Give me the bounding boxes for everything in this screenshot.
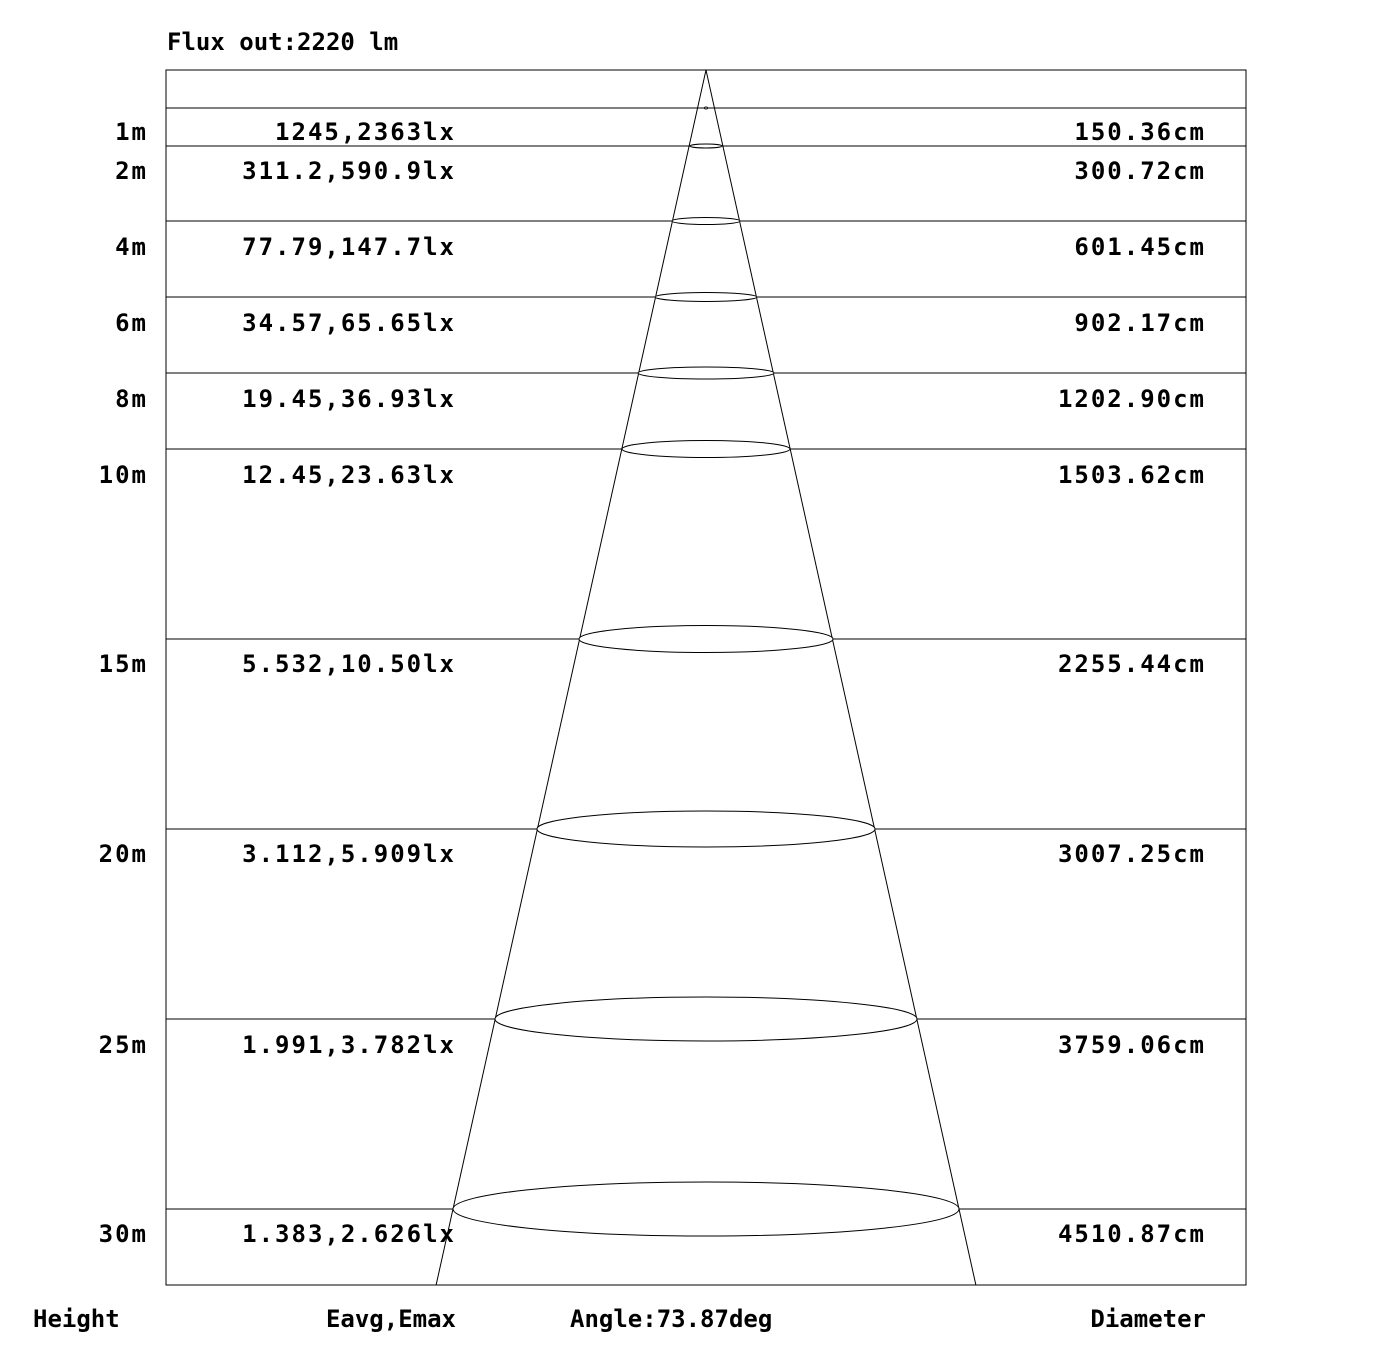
diameter-value: 3759.06cm (1057, 1031, 1206, 1059)
height-axis-label: Height (33, 1305, 120, 1333)
illuminance-value: 1.383,2.626lx (242, 1220, 456, 1248)
illuminance-value: 1245,2363lx (275, 118, 456, 146)
diameter-value: 1503.62cm (1057, 461, 1206, 489)
flux-title: Flux out:2220 lm (167, 28, 399, 56)
illuminance-value: 1.991,3.782lx (242, 1031, 456, 1059)
height-value: 30m (98, 1220, 148, 1248)
diameter-value: 3007.25cm (1057, 840, 1206, 868)
diameter-value: 601.45cm (1074, 233, 1206, 261)
height-value: 20m (98, 840, 148, 868)
diameter-axis-label: Diameter (1090, 1305, 1206, 1333)
beam-ellipse (537, 811, 875, 847)
beam-cone (436, 70, 976, 1285)
beam-ellipse (453, 1182, 959, 1236)
illuminance-value: 77.79,147.7lx (242, 233, 456, 261)
illuminance-value: 19.45,36.93lx (242, 385, 456, 413)
beam-ellipse (579, 626, 833, 653)
height-value: 1m (115, 118, 148, 146)
diameter-value: 300.72cm (1074, 157, 1206, 185)
height-row (115, 146, 1246, 185)
beam-ellipse (622, 441, 790, 458)
illuminance-value: 34.57,65.65lx (242, 309, 456, 337)
height-value: 8m (115, 385, 148, 413)
height-row (115, 221, 1246, 261)
beam-ellipse (655, 293, 757, 302)
beam-ellipse (638, 367, 774, 379)
illuminance-value: 311.2,590.9lx (242, 157, 456, 185)
illuminance-value: 12.45,23.63lx (242, 461, 456, 489)
diameter-value: 902.17cm (1074, 309, 1206, 337)
beam-ellipse (672, 218, 740, 225)
height-row (115, 108, 1246, 146)
height-rows (99, 108, 1246, 1248)
height-value: 25m (98, 1031, 148, 1059)
diameter-value: 150.36cm (1074, 118, 1206, 146)
diameter-value: 2255.44cm (1057, 650, 1206, 678)
height-value: 4m (115, 233, 148, 261)
beam-ellipse (690, 144, 722, 148)
diameter-value: 1202.90cm (1057, 385, 1206, 413)
height-row (115, 297, 1246, 337)
cone-edge-left (436, 70, 706, 1285)
illuminance-value: 5.532,10.50lx (242, 650, 456, 678)
height-value: 10m (98, 461, 148, 489)
height-value: 6m (115, 309, 148, 337)
beam-ellipse (705, 107, 708, 109)
height-value: 2m (115, 157, 148, 185)
beam-angle-label: Angle:73.87deg (570, 1305, 773, 1333)
illuminance-value: 3.112,5.909lx (242, 840, 456, 868)
eavg-emax-label: Eavg,Emax (325, 1305, 456, 1333)
beam-ellipse (495, 997, 917, 1041)
cone-edge-right (706, 70, 976, 1285)
height-value: 15m (98, 650, 148, 678)
diameter-value: 4510.87cm (1057, 1220, 1206, 1248)
